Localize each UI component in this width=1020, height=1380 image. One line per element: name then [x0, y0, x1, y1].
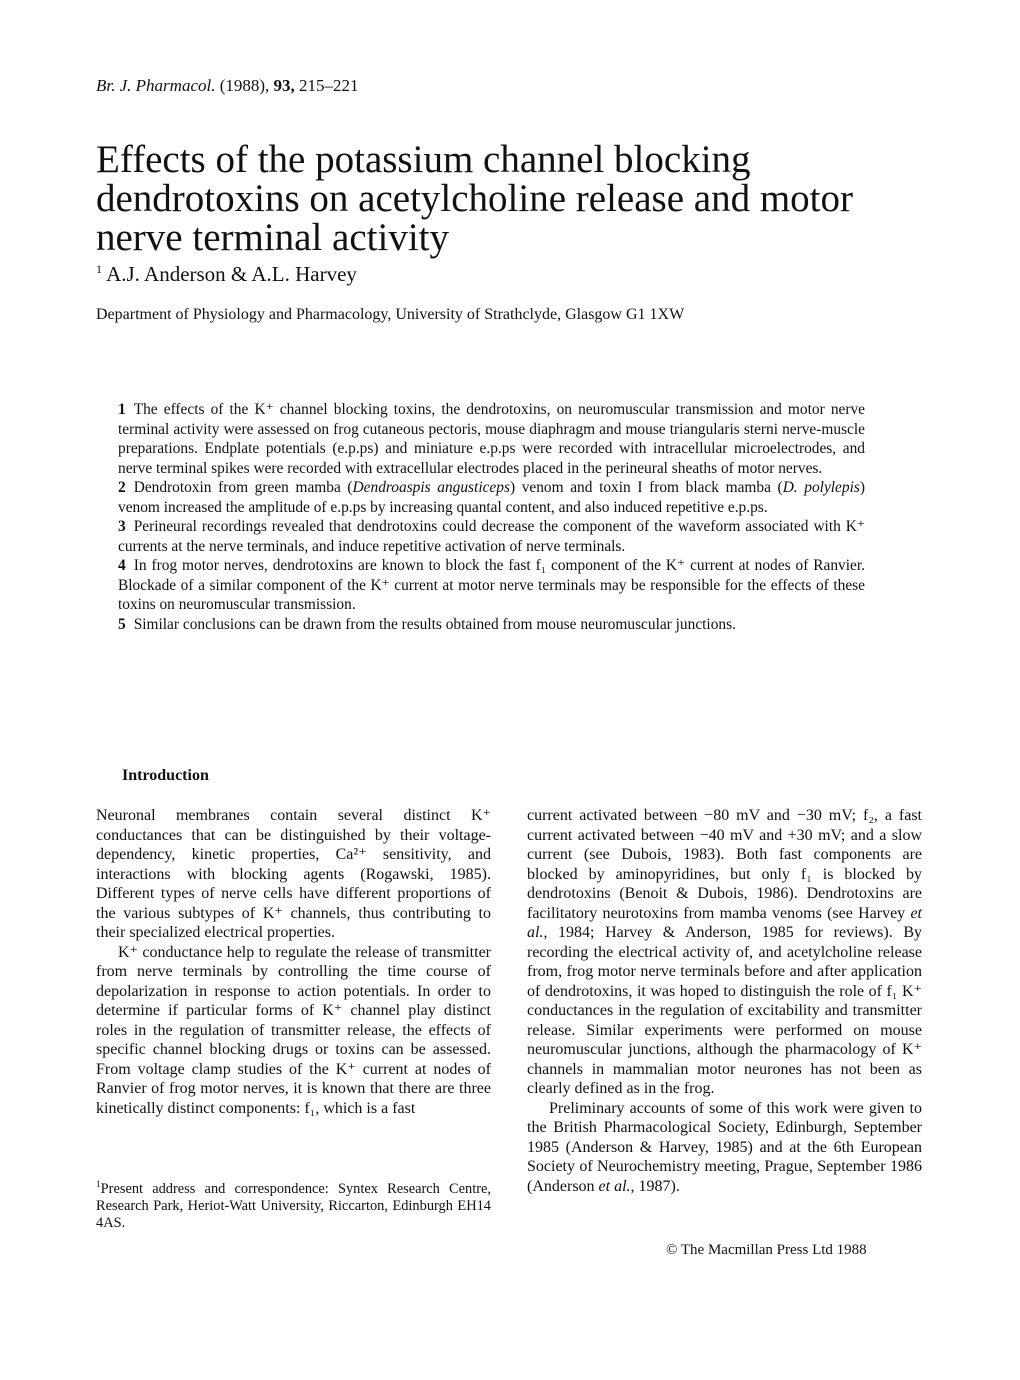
journal-name: Br. J. Pharmacol.	[96, 76, 216, 95]
journal-citation	[96, 76, 359, 96]
summary-number: 4	[118, 557, 126, 574]
summary-text: Dendrotoxin from green mamba (	[133, 479, 353, 496]
footnote	[96, 1181, 491, 1232]
summary-text: Perineural recordings revealed that dendrotoxins could decrease the component of the waveform associated with K⁺ currents at the nerve terminals, and induce repetitive activation of nerve terminals.	[118, 518, 865, 555]
journal-volume: 93,	[273, 76, 295, 95]
species-name: D. polylepis	[782, 479, 860, 496]
paragraph	[527, 806, 922, 1099]
summary-text: The effects of the K⁺ channel blocking toxins, the dendrotoxins, on neuromuscular transmission and motor nerve terminal activity were assessed on frog cutaneous pectoris, mouse diaphragm and mouse triangularis sterni nerve-muscle preparations. Endplate potentials (e.p.ps) and miniature e.p.ps were recorded with intracellular microelectrodes, and nerve terminal spikes were recorded with extracellular electrodes placed in the perineural sheaths of motor nerves.	[118, 401, 865, 477]
journal-pages: 215–221	[299, 76, 359, 95]
body-column-right	[527, 806, 922, 1196]
summary-item	[118, 400, 865, 478]
article-title: Effects of the potassium channel blocking dendrotoxins on acetylcholine release and motor nerve terminal activity	[96, 138, 853, 259]
summary-number: 3	[118, 518, 126, 535]
et-al: et al.	[527, 904, 922, 941]
et-al: et al.	[598, 1177, 631, 1195]
paragraph-text: , 1984; Harvey & Anderson, 1985 for reviews). By recording the electrical activity of, and acetylcholine release from, frog motor nerve terminals before and after application of dendrotoxins, it was hoped to distinguish the role of f₁ K⁺ conductances in the regulation of excitability and transmitter release. Similar experiments were performed on mouse neuromuscular junctions, although the pharmacology of K⁺ channels in mammalian motor neurones has not been as clearly defined as in the frog.	[527, 924, 922, 1097]
summary-number: 5	[118, 615, 126, 633]
summary-item	[118, 517, 865, 556]
footnote-text: Present address and correspondence: Syntex Research Centre, Research Park, Heriot-Watt University, Riccarton, Edinburgh EH14 4AS.	[96, 1181, 491, 1231]
journal-year: (1988),	[219, 76, 270, 95]
summary-text: In frog motor nerves, dendrotoxins are known to block the fast f₁ component of the K⁺ current at nodes of Ranvier. Blockade of a similar component of the K⁺ current at motor nerve terminals may be responsible for the effects of these toxins on neuromuscular transmission.	[118, 557, 865, 613]
author-names: A.J. Anderson & A.L. Harvey	[106, 262, 357, 286]
summary-item	[118, 478, 865, 517]
summary-number: 2	[118, 479, 126, 496]
footnote-marker: 1	[96, 1180, 101, 1191]
summary-text: ) venom increased the amplitude of e.p.ps by increasing quantal content, and also induced repetitive e.p.ps.	[118, 479, 865, 516]
summary	[118, 400, 865, 634]
affiliation: Department of Physiology and Pharmacology, University of Strathclyde, Glasgow G1 1XW	[96, 306, 685, 323]
summary-number: 1	[118, 401, 126, 418]
authors	[96, 262, 357, 287]
summary-text: ) venom and toxin I from black mamba (	[509, 479, 783, 496]
body-column-left	[96, 806, 491, 1118]
summary-text: Similar conclusions can be drawn from the results obtained from mouse neuromuscular junctions.	[133, 615, 736, 633]
paragraph-text: current activated between −80 mV and −30 mV; f₂, a fast current activated between −40 mV and +30 mV; and a slow current (see Dubois, 1983). Both fast components are blocked by aminopyridines, but only f₁ is blocked by dendrotoxins (Benoit & Dubois, 1986). Dendrotoxins are facilitatory neurotoxins from mamba venoms (see Harvey	[527, 807, 922, 922]
author-footnote-marker: 1	[96, 262, 102, 276]
paragraph-text: Preliminary accounts of some of this work were given to the British Pharmacological Society, Edinburgh, September 1985 (Anderson & Harvey, 1985) and at the 6th European Society of Neurochemistry meeting, Prague, September 1986 (Anderson	[527, 1099, 922, 1195]
paragraph-text: , 1987).	[630, 1177, 680, 1195]
paragraph: K⁺ conductance help to regulate the release of transmitter from nerve terminals by controlling the time course of depolarization in response to action potentials. In order to determine if particular forms of K⁺ channel play distinct roles in the regulation of transmitter release, the effects of specific channel blocking drugs or toxins can be assessed. From voltage clamp studies of the K⁺ current at nodes of Ranvier of frog motor nerves, it is known that there are three kinetically distinct components: f₁, which is a fast	[96, 943, 491, 1117]
paragraph: Neuronal membranes contain several distinct K⁺ conductances that can be distinguished by their voltage-dependency, kinetic properties, Ca²⁺ sensitivity, and interactions with blocking agents (Rogawski, 1985). Different types of nerve cells have different proportions of the various subtypes of K⁺ channels, thus contributing to their specialized electrical properties.	[96, 807, 491, 941]
copyright-notice: © The Macmillan Press Ltd 1988	[666, 1242, 867, 1258]
paragraph	[527, 1099, 922, 1197]
species-name: Dendroaspis angusticeps	[352, 479, 510, 496]
summary-item	[118, 615, 865, 635]
summary-item	[118, 556, 865, 615]
section-heading-introduction: Introduction	[122, 767, 209, 784]
